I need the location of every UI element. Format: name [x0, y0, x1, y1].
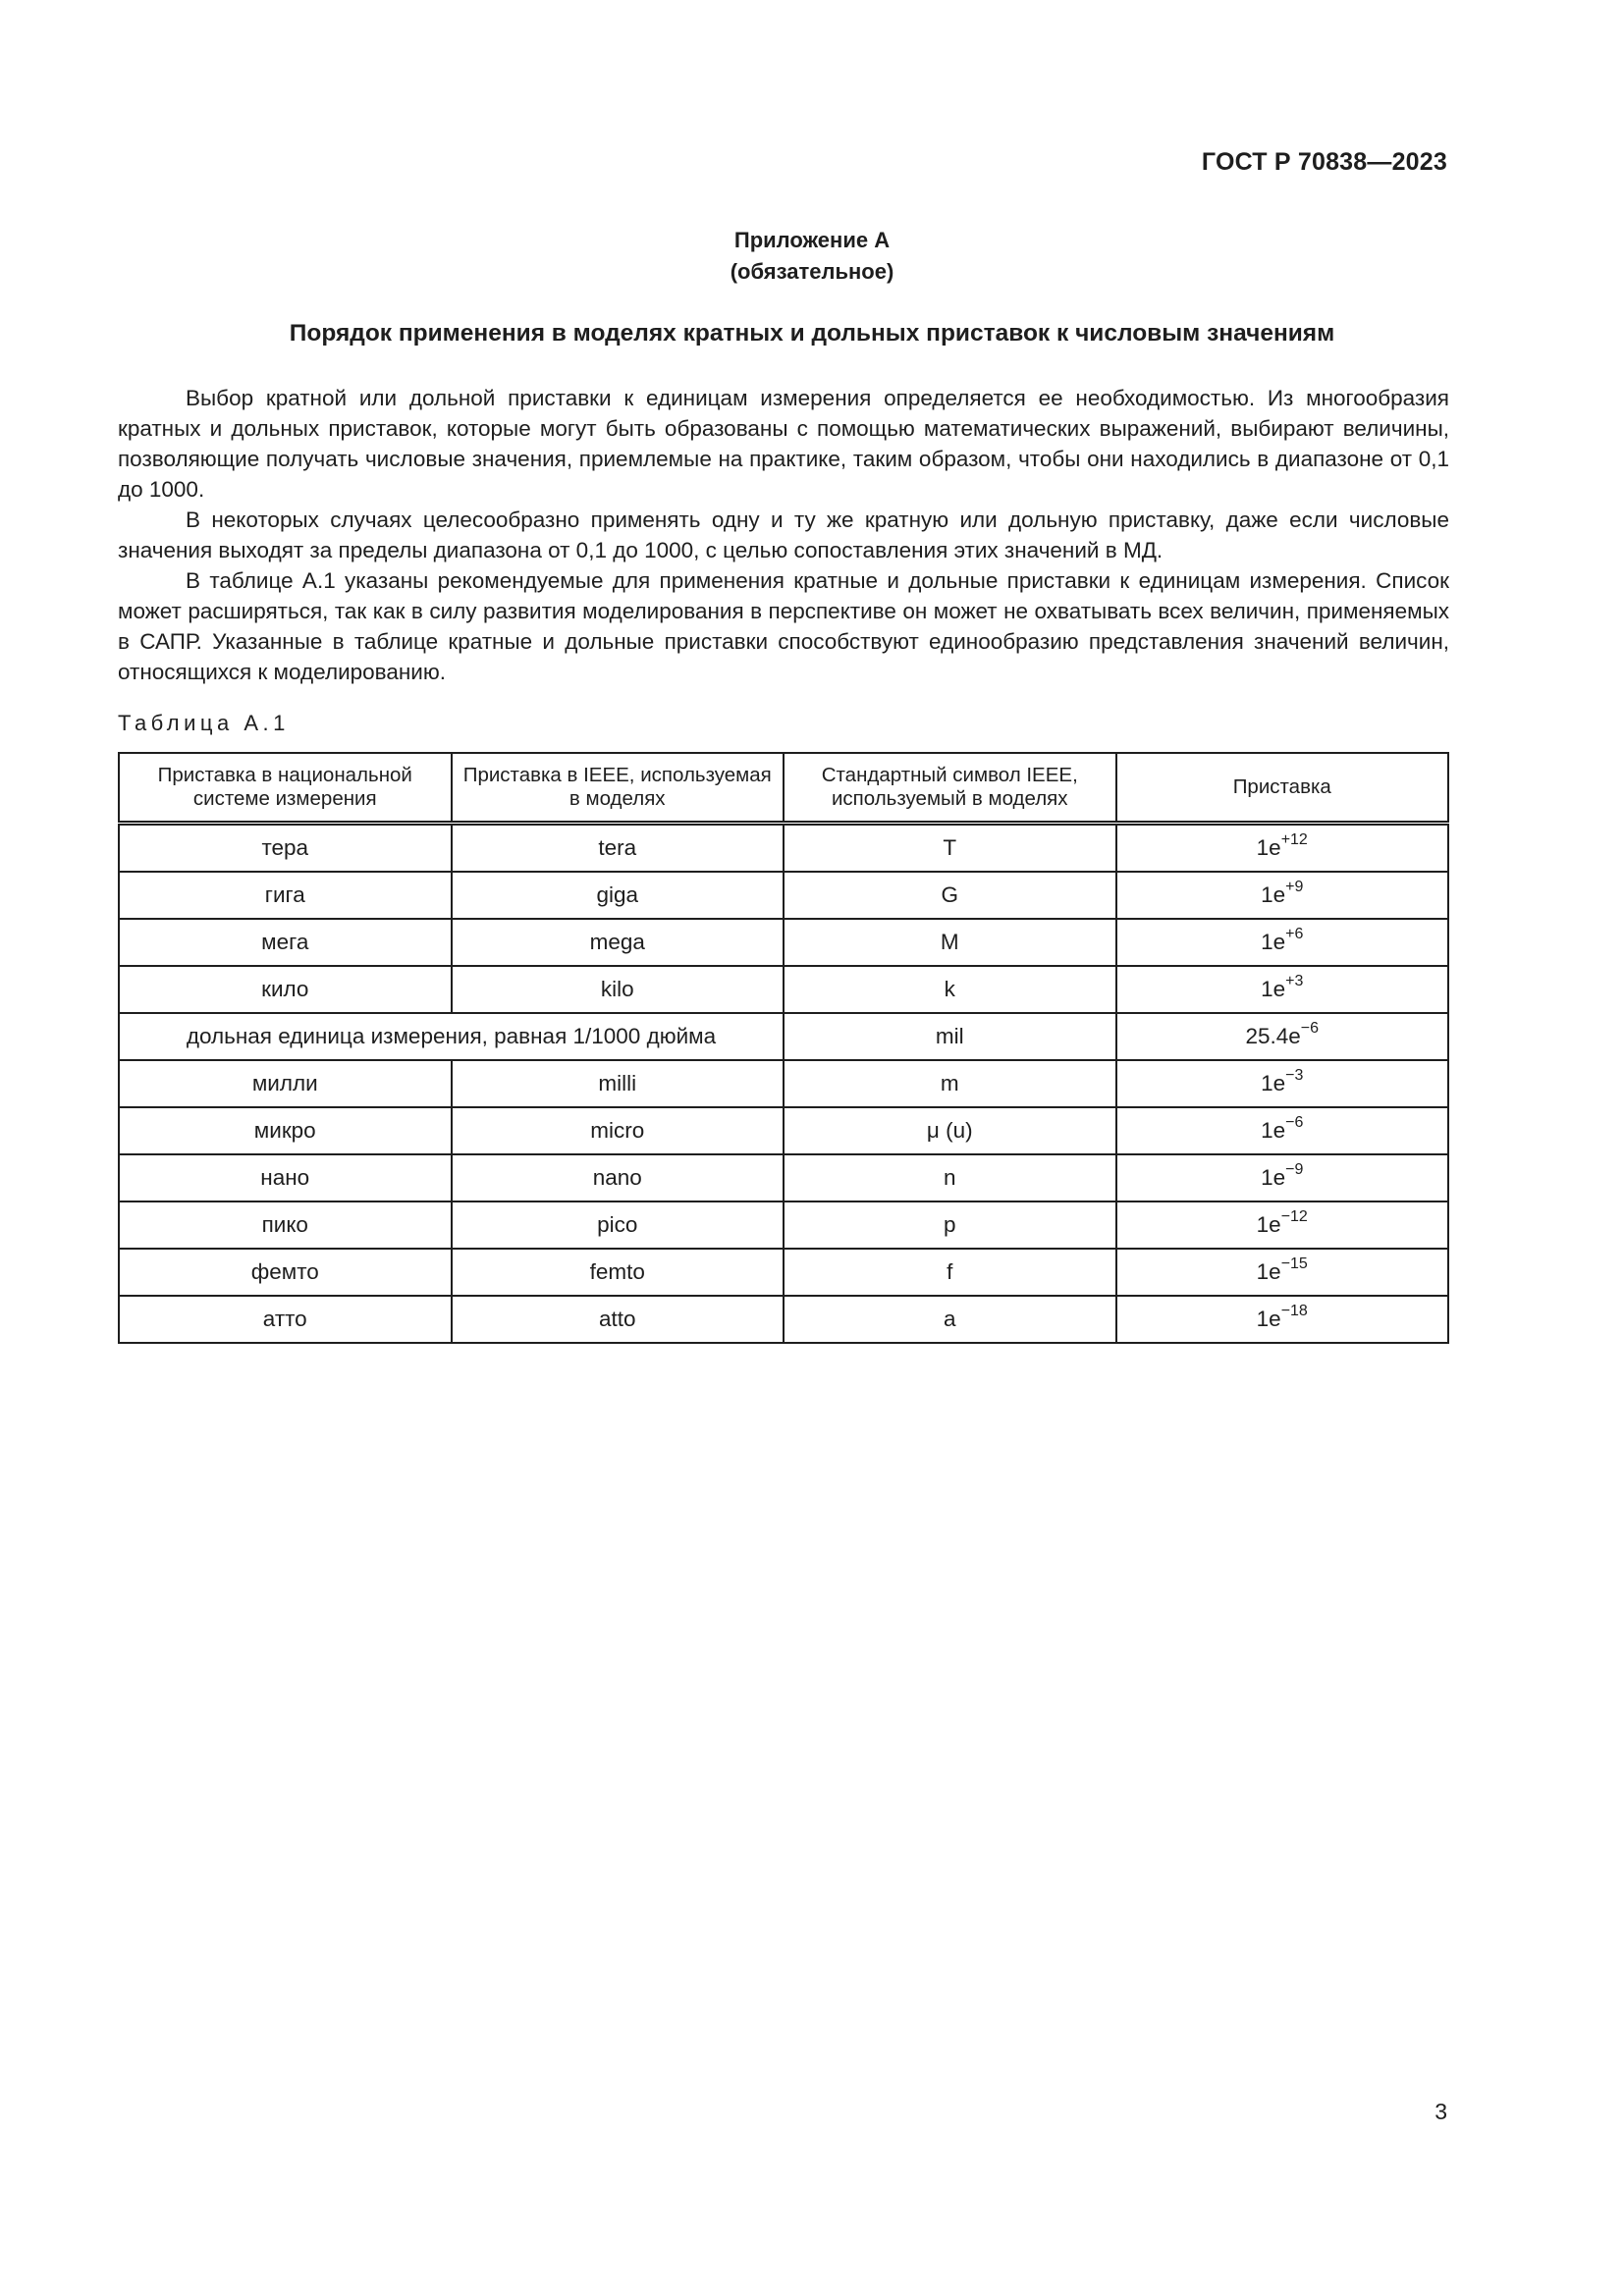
page-number: 3 — [1435, 2099, 1447, 2124]
cell-symbol: n — [784, 1154, 1116, 1201]
table-row — [119, 824, 1448, 873]
value-exponent: −9 — [1285, 1160, 1304, 1178]
cell-symbol: a — [784, 1296, 1116, 1343]
table-row — [119, 1013, 1448, 1060]
header-prefix-value: Приставка — [1116, 753, 1449, 824]
table-row — [119, 1060, 1448, 1107]
cell-merged-description: дольная единица измерения, равная 1/1000 дюйма — [119, 1013, 784, 1060]
table-row — [119, 1249, 1448, 1296]
table-row — [119, 1154, 1448, 1201]
cell-value — [1116, 966, 1449, 1013]
cell-value — [1116, 872, 1449, 919]
value-mantissa: 1e — [1261, 882, 1286, 907]
table-row — [119, 1296, 1448, 1343]
cell-national: фемто — [119, 1249, 452, 1296]
value-mantissa: 25.4e — [1245, 1024, 1301, 1048]
table-row — [119, 1201, 1448, 1249]
cell-ieee: kilo — [452, 966, 785, 1013]
cell-symbol: mil — [784, 1013, 1116, 1060]
appendix-title: Приложение А — [733, 228, 891, 252]
value-exponent: −6 — [1300, 1019, 1320, 1037]
cell-national: тера — [119, 824, 452, 873]
cell-symbol: p — [784, 1201, 1116, 1249]
value-exponent: −3 — [1285, 1066, 1304, 1084]
appendix-status: (обязательное) — [730, 259, 894, 284]
paragraph: Выбор кратной или дольной приставки к единицам измерения определяется ее необходимостью. Из многообразия кратных и дольных приставок, которые могут быть образованы с помощью математических выражений, выбирают величины, позволяющие получать числовые значения, приемлемые на практике, таким образом, чтобы они находились в диапазоне от 0,1 до 1000. — [118, 386, 1449, 502]
cell-symbol: G — [784, 872, 1116, 919]
cell-ieee: atto — [452, 1296, 785, 1343]
cell-ieee: mega — [452, 919, 785, 966]
cell-value — [1116, 919, 1449, 966]
table-caption: Таблица А.1 — [118, 711, 290, 735]
value-mantissa: 1e — [1261, 1165, 1286, 1190]
table-header-row — [119, 753, 1448, 824]
cell-ieee: tera — [452, 824, 785, 873]
table-row — [119, 1107, 1448, 1154]
cell-value — [1116, 1154, 1449, 1201]
value-exponent: +12 — [1280, 830, 1308, 848]
cell-ieee: pico — [452, 1201, 785, 1249]
table-row — [119, 966, 1448, 1013]
cell-symbol: f — [784, 1249, 1116, 1296]
cell-value — [1116, 1013, 1449, 1060]
value-exponent: +9 — [1285, 878, 1304, 895]
value-mantissa: 1e — [1256, 1259, 1281, 1284]
value-exponent: −15 — [1280, 1255, 1308, 1272]
value-exponent: +3 — [1285, 972, 1304, 989]
document-code: ГОСТ Р 70838—2023 — [1201, 148, 1447, 176]
table-row — [119, 872, 1448, 919]
cell-value — [1116, 1201, 1449, 1249]
cell-national: нано — [119, 1154, 452, 1201]
cell-ieee: milli — [452, 1060, 785, 1107]
cell-national: микро — [119, 1107, 452, 1154]
value-mantissa: 1e — [1261, 930, 1286, 954]
header-national-prefix: Приставка в национальной системе измерения — [119, 753, 452, 824]
cell-ieee: femto — [452, 1249, 785, 1296]
cell-value — [1116, 1107, 1449, 1154]
cell-symbol: T — [784, 824, 1116, 873]
value-mantissa: 1e — [1261, 1118, 1286, 1143]
cell-value — [1116, 1296, 1449, 1343]
cell-national: гига — [119, 872, 452, 919]
cell-national: мега — [119, 919, 452, 966]
cell-ieee: giga — [452, 872, 785, 919]
cell-national: атто — [119, 1296, 452, 1343]
cell-value — [1116, 1060, 1449, 1107]
value-exponent: −12 — [1280, 1207, 1308, 1225]
cell-symbol: μ (u) — [784, 1107, 1116, 1154]
header-ieee-prefix: Приставка в IEEE, используемая в моделях — [452, 753, 785, 824]
table-row — [119, 919, 1448, 966]
cell-symbol: M — [784, 919, 1116, 966]
cell-national: милли — [119, 1060, 452, 1107]
cell-symbol: k — [784, 966, 1116, 1013]
value-mantissa: 1e — [1261, 977, 1286, 1001]
cell-national: кило — [119, 966, 452, 1013]
prefix-table — [118, 752, 1449, 1344]
cell-ieee: micro — [452, 1107, 785, 1154]
header-ieee-symbol: Стандартный символ IEEE, используемый в моделях — [784, 753, 1116, 824]
value-exponent: +6 — [1285, 925, 1304, 942]
value-mantissa: 1e — [1256, 835, 1281, 860]
value-mantissa: 1e — [1256, 1307, 1281, 1331]
cell-national: пико — [119, 1201, 452, 1249]
cell-value — [1116, 1249, 1449, 1296]
value-exponent: −18 — [1280, 1302, 1308, 1319]
section-title: Порядок применения в моделях кратных и дольных приставок к числовым значениям — [289, 320, 1335, 347]
value-mantissa: 1e — [1256, 1212, 1281, 1237]
paragraph: В некоторых случаях целесообразно применять одну и ту же кратную или дольную приставку, даже если числовые значения выходят за пределы диапазона от 0,1 до 1000, с целью сопоставления этих значений в МД. — [118, 507, 1449, 562]
cell-ieee: nano — [452, 1154, 785, 1201]
value-mantissa: 1e — [1261, 1071, 1286, 1095]
value-exponent: −6 — [1285, 1113, 1304, 1131]
paragraph: В таблице А.1 указаны рекомендуемые для применения кратные и дольные приставки к единицам измерения. Список может расширяться, так как в силу развития моделирования в перспективе он может не охватывать всех величин, применяемых в САПР. Указанные в таблице кратные и дольные приставки способствуют единообразию представления значений величин, относящихся к моделированию. — [118, 568, 1449, 684]
cell-value — [1116, 824, 1449, 873]
cell-symbol: m — [784, 1060, 1116, 1107]
body-text — [118, 383, 1449, 687]
